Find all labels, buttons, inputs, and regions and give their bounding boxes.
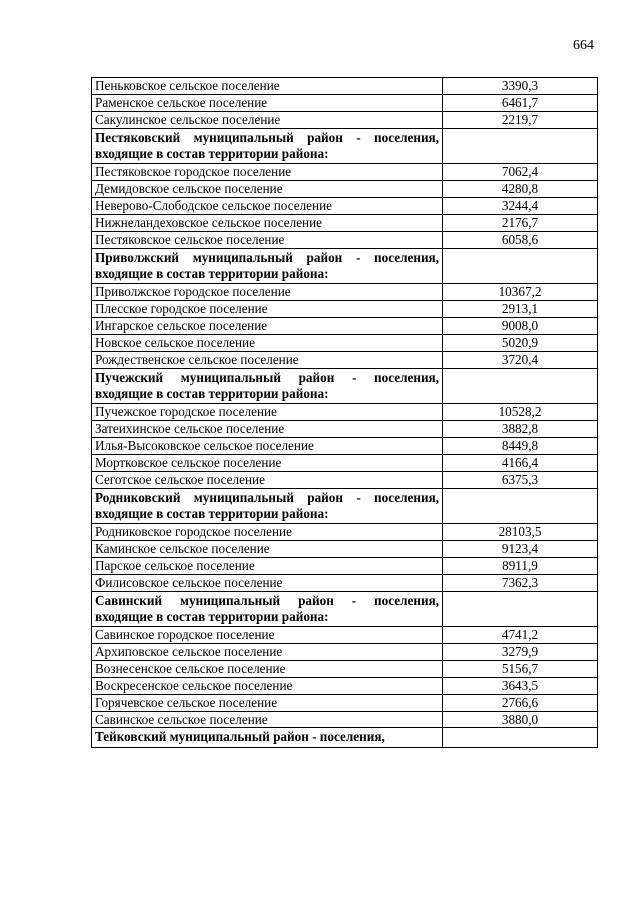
- settlement-name: Савинское сельское поселение: [92, 711, 443, 728]
- settlement-name: Новское сельское поселение: [92, 334, 443, 351]
- settlement-name: Сеготское сельское поселение: [92, 471, 443, 488]
- settlements-table: [91, 77, 598, 748]
- settlement-value: 7362,3: [443, 574, 598, 591]
- settlement-row: [92, 214, 598, 231]
- settlement-row: [92, 626, 598, 643]
- district-header-value: [443, 488, 598, 523]
- settlement-name: Неверово-Слободское сельское поселение: [92, 197, 443, 214]
- settlement-name: Сакулинское сельское поселение: [92, 111, 443, 128]
- settlement-value: 10367,2: [443, 284, 598, 301]
- settlement-name: Затеихинское сельское поселение: [92, 420, 443, 437]
- settlement-value: 6375,3: [443, 471, 598, 488]
- settlement-name: Ингарское сельское поселение: [92, 317, 443, 334]
- settlement-value: 6058,6: [443, 231, 598, 248]
- settlement-value: 28103,5: [443, 523, 598, 540]
- settlement-name: Рождественское сельское поселение: [92, 351, 443, 368]
- page-number: 664: [573, 38, 594, 53]
- settlement-row: [92, 677, 598, 694]
- district-header-row: [92, 128, 598, 163]
- district-header-value: [443, 128, 598, 163]
- settlement-row: [92, 540, 598, 557]
- settlement-name: Илья-Высоковское сельское поселение: [92, 437, 443, 454]
- district-header-row: [92, 488, 598, 523]
- settlement-row: [92, 284, 598, 301]
- district-header-value: [443, 368, 598, 403]
- district-header-name: Приволжский муниципальный район - поселения, входящие в состав территории района:: [92, 248, 443, 283]
- settlement-value: 3390,3: [443, 78, 598, 95]
- settlement-name: Пеньковское сельское поселение: [92, 78, 443, 95]
- settlement-value: 4280,8: [443, 181, 598, 198]
- district-header-name: Пестяковский муниципальный район - поселения, входящие в состав территории района:: [92, 128, 443, 163]
- settlement-value: 4741,2: [443, 626, 598, 643]
- district-header-row: [92, 248, 598, 283]
- district-header-name: Пучежский муниципальный район - поселения, входящие в состав территории района:: [92, 368, 443, 403]
- settlement-value: 2176,7: [443, 214, 598, 231]
- settlement-row: [92, 643, 598, 660]
- settlement-name: Каминское сельское поселение: [92, 540, 443, 557]
- settlement-row: [92, 404, 598, 421]
- settlement-row: [92, 557, 598, 574]
- settlement-row: [92, 181, 598, 198]
- district-header-row: [92, 591, 598, 626]
- settlement-name: Пучежское городское поселение: [92, 404, 443, 421]
- settlement-row: [92, 317, 598, 334]
- settlement-row: [92, 660, 598, 677]
- settlement-row: [92, 351, 598, 368]
- settlement-name: Приволжское городское поселение: [92, 284, 443, 301]
- settlement-name: Воскресенское сельское поселение: [92, 677, 443, 694]
- settlement-name: Раменское сельское поселение: [92, 94, 443, 111]
- settlement-name: Родниковское городское поселение: [92, 523, 443, 540]
- settlement-name: Мортковское сельское поселение: [92, 454, 443, 471]
- district-header-value: [443, 728, 598, 747]
- settlement-value: 9123,4: [443, 540, 598, 557]
- settlement-value: 4166,4: [443, 454, 598, 471]
- settlement-name: Савинское городское поселение: [92, 626, 443, 643]
- settlement-value: 3882,8: [443, 420, 598, 437]
- settlement-name: Пестяковское городское поселение: [92, 164, 443, 181]
- settlement-row: [92, 454, 598, 471]
- settlement-row: [92, 111, 598, 128]
- settlement-name: Пестяковское сельское поселение: [92, 231, 443, 248]
- settlement-name: Демидовское сельское поселение: [92, 181, 443, 198]
- settlement-row: [92, 437, 598, 454]
- settlement-value: 2913,1: [443, 300, 598, 317]
- settlement-value: 3643,5: [443, 677, 598, 694]
- settlement-name: Вознесенское сельское поселение: [92, 660, 443, 677]
- settlement-value: 7062,4: [443, 164, 598, 181]
- settlement-row: [92, 574, 598, 591]
- settlement-row: [92, 711, 598, 728]
- settlement-row: [92, 523, 598, 540]
- district-header-row: [92, 368, 598, 403]
- settlement-row: [92, 78, 598, 95]
- settlement-value: 8449,8: [443, 437, 598, 454]
- settlement-value: 10528,2: [443, 404, 598, 421]
- settlement-value: 8911,9: [443, 557, 598, 574]
- settlement-name: Парское сельское поселение: [92, 557, 443, 574]
- settlement-name: Нижнеландеховское сельское поселение: [92, 214, 443, 231]
- settlement-value: 3279,9: [443, 643, 598, 660]
- settlement-value: 2219,7: [443, 111, 598, 128]
- table-body: [92, 78, 598, 748]
- settlement-row: [92, 334, 598, 351]
- settlement-row: [92, 164, 598, 181]
- settlement-name: Архиповское сельское поселение: [92, 643, 443, 660]
- settlement-row: [92, 471, 598, 488]
- settlement-value: 9008,0: [443, 317, 598, 334]
- settlement-row: [92, 231, 598, 248]
- settlement-value: 5156,7: [443, 660, 598, 677]
- district-header-value: [443, 248, 598, 283]
- settlement-value: 2766,6: [443, 694, 598, 711]
- settlement-row: [92, 197, 598, 214]
- settlement-row: [92, 300, 598, 317]
- settlement-name: Филисовское сельское поселение: [92, 574, 443, 591]
- settlement-value: 5020,9: [443, 334, 598, 351]
- settlement-value: 3244,4: [443, 197, 598, 214]
- settlement-row: [92, 420, 598, 437]
- settlement-row: [92, 94, 598, 111]
- district-header-name: Родниковский муниципальный район - поселения, входящие в состав территории района:: [92, 488, 443, 523]
- district-header-value: [443, 591, 598, 626]
- settlement-value: 3720,4: [443, 351, 598, 368]
- settlement-row: [92, 694, 598, 711]
- settlement-value: 3880,0: [443, 711, 598, 728]
- district-header-name: Савинский муниципальный район - поселения, входящие в состав территории района:: [92, 591, 443, 626]
- settlement-name: Горячевское сельское поселение: [92, 694, 443, 711]
- settlement-value: 6461,7: [443, 94, 598, 111]
- district-header-row: [92, 728, 598, 747]
- settlement-name: Плесское городское поселение: [92, 300, 443, 317]
- district-header-name: Тейковский муниципальный район - поселения,: [92, 728, 443, 747]
